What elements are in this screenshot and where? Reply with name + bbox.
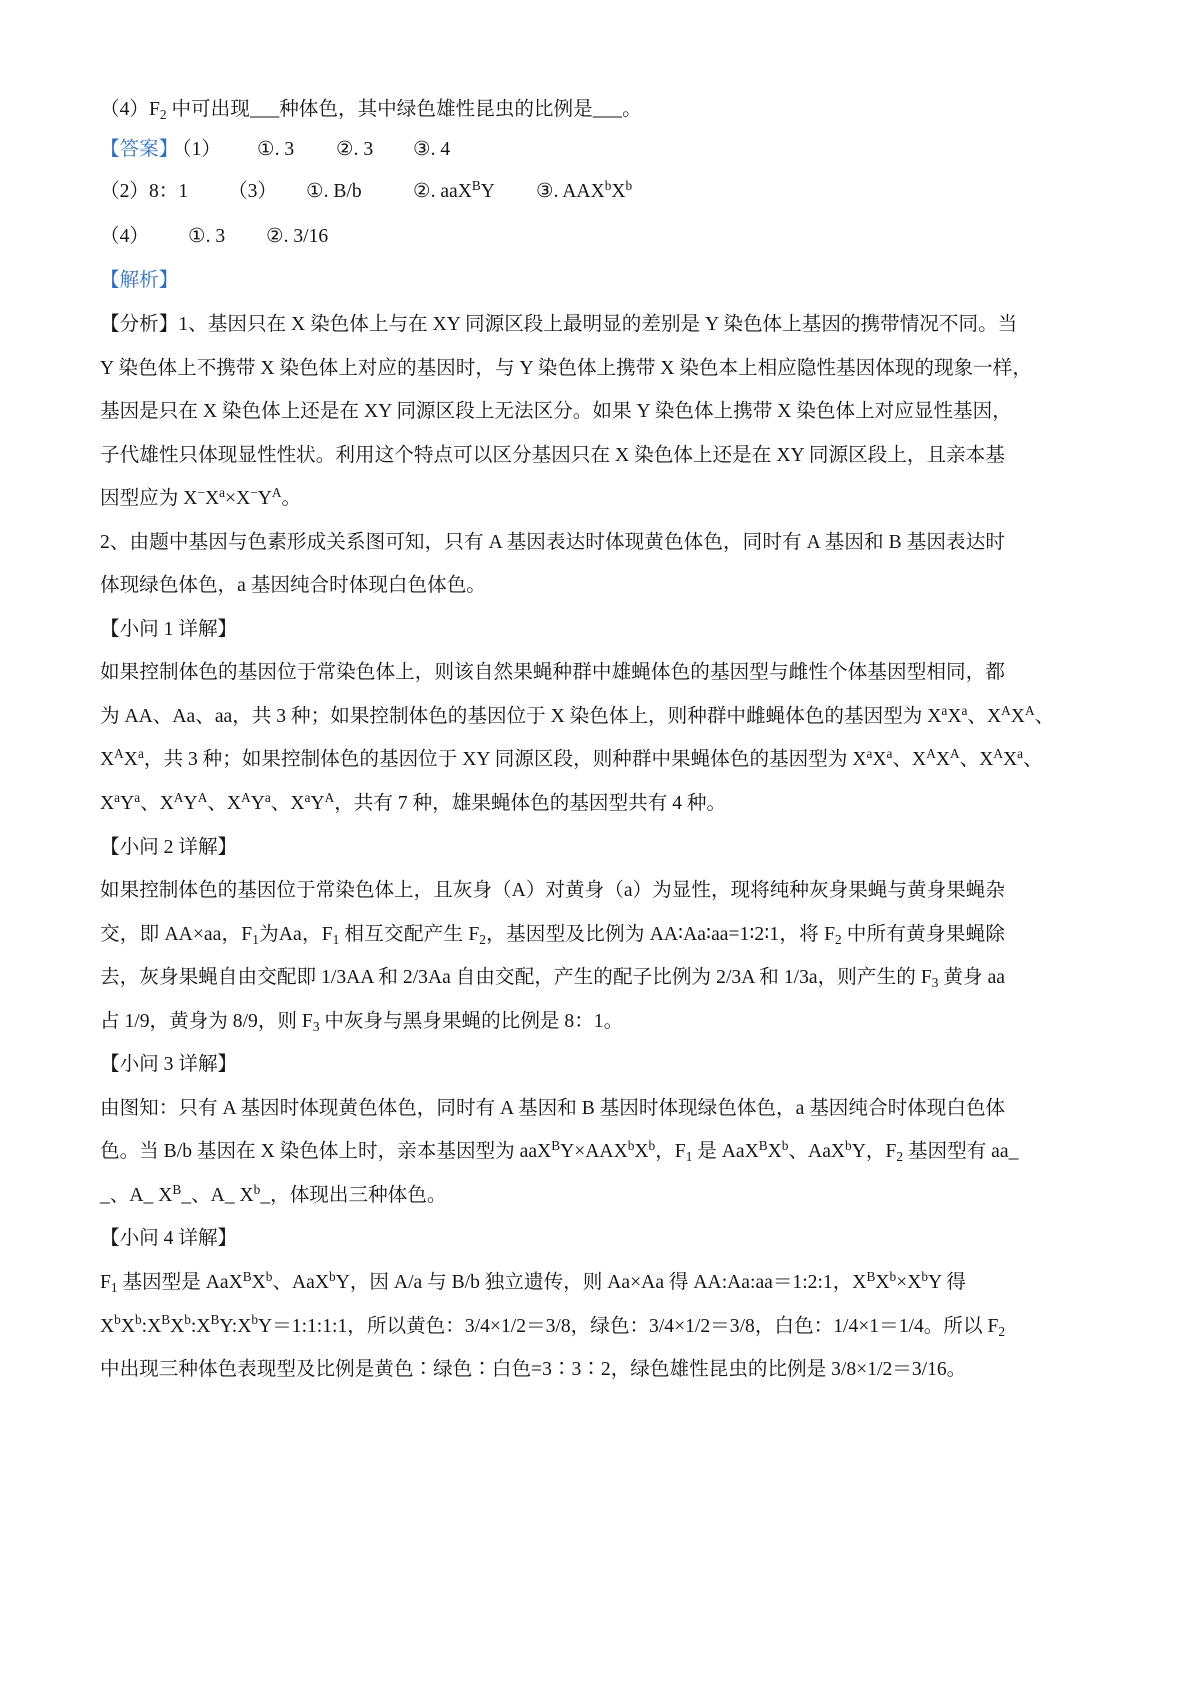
text-run: X bbox=[123, 749, 138, 771]
subscript: 3 bbox=[931, 975, 939, 991]
text-run: Y bbox=[257, 488, 272, 510]
text-run: ，共有 7 种，雄果蝇体色的基因型共有 4 种。 bbox=[334, 793, 727, 815]
answer-q1-item: ②. 3 bbox=[336, 139, 374, 160]
superscript: b bbox=[251, 1312, 259, 1328]
text-run: ×X bbox=[225, 488, 251, 510]
text-run: 、X bbox=[270, 793, 305, 815]
paragraph-line bbox=[100, 826, 1005, 870]
superscript: A bbox=[950, 746, 960, 762]
text-run: 子代雄性只体现显性性状。利用这个特点可以区分基因只在 X 染色体上还是在 XY 同源区段上，且亲本基 bbox=[100, 444, 1005, 466]
paragraph-line bbox=[100, 782, 1005, 826]
text-run: Y bbox=[480, 181, 495, 202]
text-run: X bbox=[120, 1315, 135, 1337]
text-run: F bbox=[100, 1272, 111, 1294]
paragraph-line bbox=[100, 1174, 1005, 1218]
superscript: A bbox=[197, 789, 208, 805]
text-run: 、 bbox=[1023, 749, 1043, 771]
answer-q4-item: ②. 3/16 bbox=[266, 226, 329, 247]
superscript: a bbox=[886, 746, 893, 762]
answer-q1-item: ①. 3 bbox=[257, 139, 295, 160]
text-run: X bbox=[611, 181, 626, 202]
superscript: B bbox=[471, 177, 481, 193]
superscript: a bbox=[1017, 746, 1024, 762]
text-run: _、A_ X bbox=[181, 1184, 254, 1206]
paragraph-line bbox=[100, 1130, 1019, 1174]
text-run: 、X bbox=[892, 749, 927, 771]
text-run: Y×AAX bbox=[560, 1141, 628, 1163]
subscript: 2 bbox=[479, 931, 486, 947]
text-run: ，共 3 种；如果控制体色的基因位于 XY 同源区段，则种群中果蝇体色的基因型为 X bbox=[143, 749, 867, 771]
superscript: B bbox=[866, 1268, 876, 1284]
superscript: b bbox=[648, 1138, 656, 1154]
text-run: 如果控制体色的基因位于常染色体上，且灰身（A）对黄身（a）为显性，现将纯种灰身果蝇与黄身果蝇杂 bbox=[100, 880, 1005, 902]
paragraph-line bbox=[100, 869, 1005, 913]
superscript: a bbox=[264, 789, 271, 805]
text-run: 、AaX bbox=[272, 1272, 330, 1294]
subscript: 3 bbox=[312, 1018, 320, 1034]
text-run: :X bbox=[141, 1315, 162, 1337]
text-run: 为 AA、Aa、aa，共 3 种；如果控制体色的基因位于 X 染色体上，则种群中雌蝇体色的基因型为 X bbox=[100, 705, 942, 727]
text-run: 【小问 3 详解】 bbox=[100, 1054, 238, 1076]
text-run: 中出现三种体色表现型及比例是黄色∶绿色∶白色=3∶3∶2，绿色雄性昆虫的比例是 3/8×1/2＝3/16。 bbox=[100, 1359, 967, 1381]
subscript: 1 bbox=[685, 1149, 693, 1165]
text-run: Y bbox=[183, 793, 198, 815]
text-run: Y bbox=[120, 793, 135, 815]
text-run: 【分析】1、基因只在 X 染色体上与在 XY 同源区段上最明显的差别是 Y 染色体上基因的携带情况不同。当 bbox=[100, 314, 1018, 335]
superscript: A bbox=[241, 789, 251, 805]
text-run: X bbox=[947, 705, 962, 727]
paragraph-line bbox=[100, 738, 1043, 782]
superscript: B bbox=[551, 1138, 561, 1154]
text-run: ，F bbox=[655, 1141, 686, 1163]
text-run: 去，灰身果蝇自由交配即 1/3AA 和 2/3Aa 自由交配，产生的配子比例为 2/3A 和 1/3a，则产生的 F bbox=[100, 967, 932, 989]
text-run: 色。当 B/b 基因在 X 染色体上时，亲本基因型为 aaX bbox=[100, 1141, 552, 1163]
text-run: X bbox=[875, 1272, 890, 1294]
answer-q2: （2）8：1 bbox=[100, 181, 189, 202]
text-run: X bbox=[767, 1141, 782, 1163]
answer-q4-item: ①. 3 bbox=[188, 226, 226, 247]
superscript: A bbox=[173, 789, 184, 805]
paragraph-line bbox=[100, 1000, 1005, 1044]
text-run: ②. aaX bbox=[413, 181, 472, 202]
text-run: 中灰身与黑身果蝇的比例是 8：1。 bbox=[319, 1010, 624, 1032]
superscript: b bbox=[781, 1138, 789, 1154]
superscript: b bbox=[184, 1312, 191, 1328]
paragraph-line bbox=[100, 347, 1032, 391]
superscript: a bbox=[961, 702, 968, 718]
subscript: 1 bbox=[252, 931, 259, 947]
superscript: A bbox=[114, 746, 124, 762]
text-run: 基因是只在 X 染色体上还是在 XY 同源区段上无法区分。如果 Y 染色体上携带 X 染色体上对应显性基因， bbox=[100, 401, 1012, 423]
superscript: A bbox=[1001, 702, 1011, 718]
text-run: 。 bbox=[281, 488, 302, 510]
analysis-body bbox=[100, 303, 1055, 1392]
text-run: _、A_ X bbox=[100, 1184, 173, 1206]
paragraph-line bbox=[100, 521, 1005, 565]
answer-q1-item: ③. 4 bbox=[413, 139, 451, 160]
text-run: 【小问 4 详解】 bbox=[100, 1228, 238, 1250]
text-run: X bbox=[872, 749, 887, 771]
text-run: 、 bbox=[1034, 705, 1055, 727]
subscript: 1 bbox=[110, 1280, 118, 1296]
text-run: X bbox=[251, 1272, 266, 1294]
paragraph-line bbox=[100, 390, 1012, 434]
superscript: A bbox=[1024, 702, 1035, 718]
text-run: Y＝1:1:1:1，所以黄色：3/4×1/2＝3/8，绿色：3/4×1/2＝3/8，白色：1/4×1＝1/4。所以 F bbox=[258, 1315, 999, 1337]
superscript: b bbox=[627, 1138, 635, 1154]
paragraph-line bbox=[100, 1217, 1005, 1261]
text-run: Y，因 A/a 与 B/b 独立遗传，则 Aa×Aa 得 AA:Aa:aa＝1:2:1，X bbox=[335, 1272, 867, 1294]
text-run: 、X bbox=[967, 705, 1002, 727]
superscript: b bbox=[134, 1312, 142, 1328]
superscript: b bbox=[604, 177, 612, 193]
paragraph-line bbox=[100, 303, 1018, 347]
paragraph-line bbox=[100, 956, 1005, 1000]
paragraph-line bbox=[100, 477, 1005, 521]
text-run: 、X bbox=[959, 749, 994, 771]
answer-q4-number: （4） bbox=[100, 226, 149, 247]
answer-q3-item: ①. B/b bbox=[306, 181, 362, 202]
answer-row-2 bbox=[0, 170, 1200, 214]
paragraph-line bbox=[100, 1348, 1005, 1392]
superscript: B bbox=[242, 1268, 252, 1284]
subscript: 2 bbox=[896, 1149, 904, 1165]
subscript: 2 bbox=[998, 1323, 1005, 1339]
answer-q1-number: （1） bbox=[172, 139, 221, 160]
text-run: ×X bbox=[896, 1272, 922, 1294]
subscript: 2 bbox=[834, 931, 842, 947]
paragraph-line bbox=[100, 564, 1005, 608]
superscript: a bbox=[134, 789, 141, 805]
superscript: a bbox=[114, 789, 121, 805]
superscript: − bbox=[197, 484, 205, 500]
text-run: Y bbox=[250, 793, 265, 815]
superscript: B bbox=[758, 1138, 768, 1154]
text-run: X bbox=[100, 793, 115, 815]
text-run: 为Aa，F bbox=[258, 923, 333, 945]
text-run: 相互交配产生 F bbox=[339, 923, 480, 945]
superscript: A bbox=[993, 746, 1003, 762]
superscript: a bbox=[866, 746, 873, 762]
subscript: 2 bbox=[159, 106, 167, 122]
answer-label: 【答案】 bbox=[100, 139, 179, 160]
superscript: a bbox=[304, 789, 311, 805]
paragraph-line bbox=[100, 651, 1005, 695]
text-run: 基因型是 AaX bbox=[117, 1272, 243, 1294]
paragraph-line bbox=[100, 1087, 1005, 1131]
answer-row-3 bbox=[0, 215, 1200, 259]
text-run: Y bbox=[310, 793, 325, 815]
superscript: b bbox=[329, 1268, 336, 1284]
paragraph-line bbox=[100, 1261, 1005, 1305]
superscript: A bbox=[271, 484, 282, 500]
text-run: 交，即 AA×aa，F bbox=[100, 923, 253, 945]
text-run: 、X bbox=[140, 793, 174, 815]
text-run: 是 AaX bbox=[692, 1141, 759, 1163]
answer-q3-item bbox=[413, 170, 495, 214]
superscript: A bbox=[324, 789, 335, 805]
text-run: 如果控制体色的基因位于常染色体上，则该自然果蝇种群中雄蝇体色的基因型与雌性个体基因型相同，都 bbox=[100, 662, 1005, 684]
text-run: 基因型有 aa_ bbox=[903, 1141, 1019, 1163]
text-run: _，体现出三种体色。 bbox=[260, 1184, 447, 1206]
answer-q3-item bbox=[536, 170, 632, 214]
text-run: 黄身 aa bbox=[938, 967, 1005, 989]
superscript: B bbox=[161, 1312, 171, 1328]
text-run: 、X bbox=[207, 793, 242, 815]
text-run: 中可出现___种体色，其中绿色雄性昆虫的比例是___。 bbox=[166, 99, 642, 120]
paragraph-line bbox=[100, 695, 1055, 739]
text-run: X bbox=[1010, 705, 1025, 727]
superscript: b bbox=[265, 1268, 273, 1284]
paragraph-line bbox=[100, 1305, 1005, 1349]
subscript: 1 bbox=[332, 931, 340, 947]
text-run: X bbox=[935, 749, 950, 771]
superscript: b bbox=[921, 1268, 929, 1284]
text-run: 【小问 1 详解】 bbox=[100, 618, 238, 640]
text-run: 体现绿色体色，a 基因纯合时体现白色体色。 bbox=[100, 575, 486, 597]
text-run: X bbox=[170, 1315, 185, 1337]
superscript: a bbox=[219, 484, 226, 500]
text-run: 【小问 2 详解】 bbox=[100, 836, 238, 858]
superscript: − bbox=[250, 484, 258, 500]
answer-q3-number: （3） bbox=[228, 181, 277, 202]
superscript: b bbox=[114, 1312, 121, 1328]
paragraph-line bbox=[100, 1043, 1005, 1087]
text-run: （4）F bbox=[100, 99, 160, 120]
text-run: 、AaX bbox=[788, 1141, 846, 1163]
analysis-label: 【解析】 bbox=[100, 270, 179, 291]
answer-row-1 bbox=[0, 128, 1200, 172]
text-run: X bbox=[100, 1315, 115, 1337]
paragraph-line bbox=[100, 913, 1005, 957]
text-run: X bbox=[100, 749, 115, 771]
text-run: ③. AAX bbox=[536, 181, 605, 202]
text-run: Y，F bbox=[851, 1141, 897, 1163]
paragraph-line bbox=[100, 434, 1005, 478]
text-run: :X bbox=[190, 1315, 211, 1337]
text-run: ，基因型及比例为 AA∶Aa∶aa=1∶2∶1，将 F bbox=[485, 923, 835, 945]
analysis-row bbox=[0, 259, 1200, 303]
text-run: 因型应为 X bbox=[100, 488, 198, 510]
superscript: b bbox=[625, 177, 633, 193]
text-run: X bbox=[634, 1141, 649, 1163]
text-run: X bbox=[1003, 749, 1018, 771]
text-run: X bbox=[204, 488, 220, 510]
text-run: Y 得 bbox=[928, 1272, 966, 1294]
superscript: a bbox=[941, 702, 948, 718]
superscript: A bbox=[926, 746, 936, 762]
text-run: 2、由题中基因与色素形成关系图可知，只有 A 基因表达时体现黄色体色，同时有 A 基因和 B 基因表达时 bbox=[100, 531, 1005, 553]
text-run: 占 1/9，黄身为 8/9，则 F bbox=[100, 1010, 313, 1032]
text-run: Y:X bbox=[219, 1315, 252, 1337]
text-run: 中所有黄身果蝇除 bbox=[841, 923, 1005, 945]
superscript: B bbox=[172, 1181, 182, 1197]
text-run: Y 染色体上不携带 X 染色体上对应的基因时，与 Y 染色体上携带 X 染色本上相应隐性基因体现的现象一样， bbox=[100, 357, 1032, 379]
superscript: B bbox=[210, 1312, 220, 1328]
paragraph-line bbox=[100, 608, 1005, 652]
question-line bbox=[100, 88, 642, 132]
superscript: b bbox=[889, 1268, 897, 1284]
superscript: b bbox=[845, 1138, 852, 1154]
text-run: 由图知：只有 A 基因时体现黄色体色，同时有 A 基因和 B 基因时体现绿色体色，a 基因纯合时体现白色体 bbox=[100, 1097, 1006, 1119]
superscript: a bbox=[137, 746, 144, 762]
superscript: b bbox=[253, 1181, 261, 1197]
